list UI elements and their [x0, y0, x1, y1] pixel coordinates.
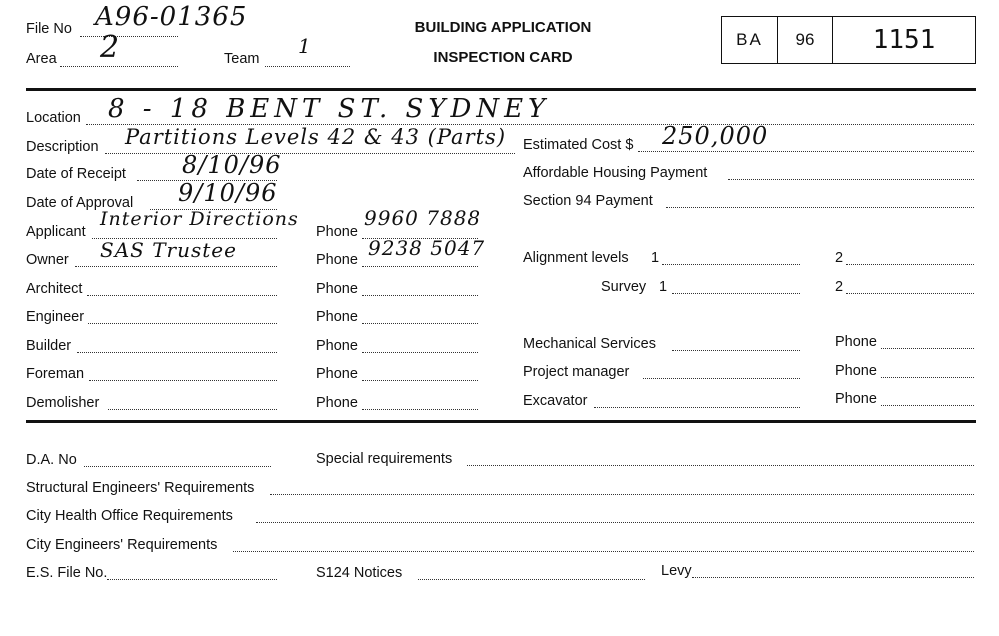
date-approval-label: Date of Approval	[26, 195, 134, 211]
architect-phone-label: Phone	[316, 281, 358, 297]
ref-prefix: BA	[722, 17, 778, 63]
form-title-line2: INSPECTION CARD	[433, 49, 573, 66]
owner-phone-value[interactable]: 9238 5047	[368, 236, 486, 260]
ref-year: 96	[778, 17, 833, 63]
description-label: Description	[26, 139, 99, 155]
estimated-cost-value[interactable]: 250,000	[662, 122, 769, 150]
file-no-value[interactable]: A96-01365	[95, 2, 248, 32]
mechanical-label: Mechanical Services	[523, 336, 656, 352]
excavator-phone-label: Phone	[835, 391, 877, 407]
form-title-line1: BUILDING APPLICATION	[414, 19, 592, 36]
reference-box	[721, 16, 976, 64]
demolisher-label: Demolisher	[26, 395, 100, 411]
builder-phone-label: Phone	[316, 338, 358, 354]
alignment-1-label: 1	[651, 250, 660, 266]
alignment-levels-label: Alignment levels	[523, 250, 629, 266]
location-value[interactable]: 8 - 18 BENT ST. SYDNEY	[108, 94, 551, 124]
team-value[interactable]: 1	[298, 34, 312, 58]
team-label: Team	[224, 51, 260, 67]
applicant-phone-value[interactable]: 9960 7888	[364, 206, 482, 230]
area-value[interactable]: 2	[100, 30, 121, 65]
project-manager-phone-label: Phone	[835, 363, 877, 379]
health-requirements-label: City Health Office Requirements	[26, 508, 233, 524]
s124-notices-label: S124 Notices	[316, 565, 403, 581]
project-manager-label: Project manager	[523, 364, 630, 380]
description-value[interactable]: Partitions Levels 42 & 43 (Parts)	[125, 125, 507, 149]
affordable-housing-label: Affordable Housing Payment	[523, 165, 708, 181]
location-label: Location	[26, 110, 81, 126]
alignment-2-label: 2	[835, 250, 844, 266]
area-label: Area	[26, 51, 57, 67]
applicant-phone-label: Phone	[316, 224, 358, 240]
city-engineers-requirements-label: City Engineers' Requirements	[26, 537, 218, 553]
owner-value[interactable]: SAS Trustee	[100, 238, 237, 262]
special-requirements-label: Special requirements	[316, 451, 453, 467]
engineer-label: Engineer	[26, 309, 85, 325]
ref-number: 1151	[872, 25, 936, 55]
owner-label: Owner	[26, 252, 69, 268]
survey-2-label: 2	[835, 279, 844, 295]
levy-label: Levy	[661, 563, 692, 579]
structural-requirements-label: Structural Engineers' Requirements	[26, 480, 255, 496]
architect-label: Architect	[26, 281, 83, 297]
applicant-value[interactable]: Interior Directions	[100, 208, 299, 230]
header-divider	[26, 88, 976, 91]
engineer-phone-label: Phone	[316, 309, 358, 325]
foreman-label: Foreman	[26, 366, 85, 382]
da-no-label: D.A. No	[26, 452, 77, 468]
survey-label: Survey	[601, 279, 647, 295]
details-divider	[26, 420, 976, 423]
date-receipt-label: Date of Receipt	[26, 166, 126, 182]
excavator-label: Excavator	[523, 393, 588, 409]
builder-label: Builder	[26, 338, 72, 354]
es-file-no-label: E.S. File No.	[26, 565, 108, 581]
mechanical-phone-label: Phone	[835, 334, 877, 350]
survey-1-label: 1	[659, 279, 668, 295]
owner-phone-label: Phone	[316, 252, 358, 268]
section94-label: Section 94 Payment	[523, 193, 653, 209]
applicant-label: Applicant	[26, 224, 86, 240]
foreman-phone-label: Phone	[316, 366, 358, 382]
file-no-label: File No	[26, 21, 72, 37]
date-receipt-value[interactable]: 8/10/96	[182, 151, 282, 179]
estimated-cost-label: Estimated Cost $	[523, 137, 634, 153]
date-approval-value[interactable]: 9/10/96	[178, 179, 278, 207]
demolisher-phone-label: Phone	[316, 395, 358, 411]
